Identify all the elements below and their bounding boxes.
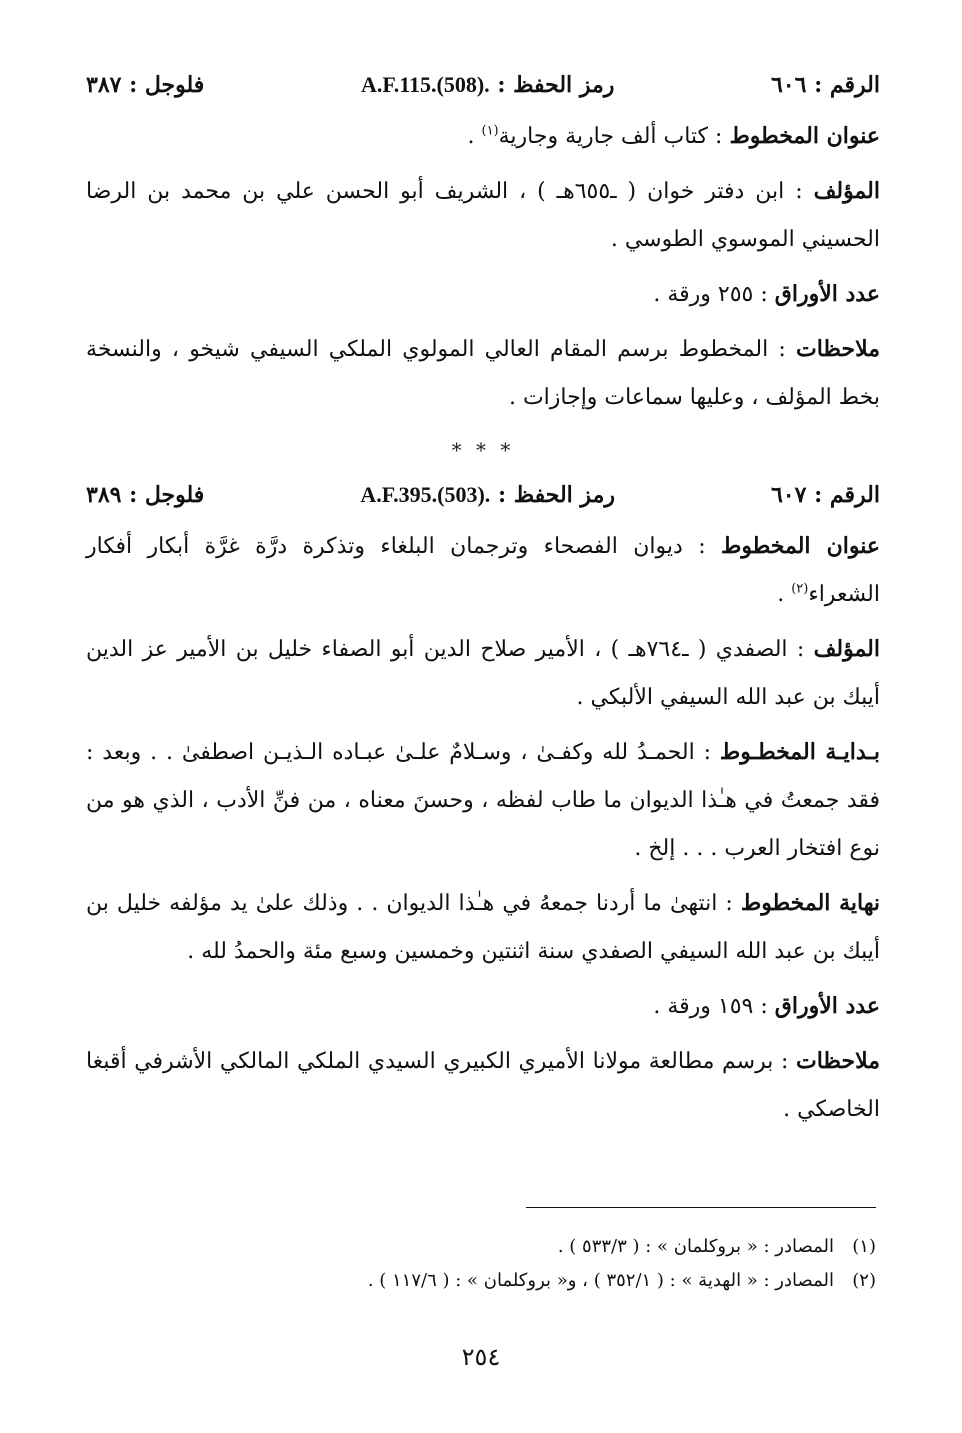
title-text: : ديوان الفصحاء وترجمان البلغاء وتذكرة درَّة غرَّة أبكار أفكار الشعراء — [86, 534, 880, 607]
shelfmark-code: A.F.115.(508). — [360, 72, 490, 97]
page-body — [86, 64, 880, 1138]
notes-field — [86, 325, 880, 422]
footnote-number: (٢) — [852, 1270, 876, 1291]
entry-number: الرقم : ٦٠٦ — [770, 72, 880, 98]
notes-text: : المخطوط برسم المقام العالي المولوي الملكي السيفي شيخو ، والنسخة بخط المؤلف ، وعليها سماعات وإجازات . — [86, 337, 880, 410]
explicit-text: : انتهىٰ ما أردنا جمعهُ في هـٰذا الديوان . . وذلك علىٰ يد مؤلفه خليل بن أيبك بن عبد الله السيفي الصفدي سنة اثنتين وخمسين وسبع مئة والحمدُ لله . — [86, 891, 880, 964]
footnote-ref: (٢) — [791, 581, 809, 597]
folios-field — [86, 270, 880, 319]
title-label: عنوان المخطوط — [721, 533, 881, 559]
notes-label: ملاحظات — [796, 336, 880, 362]
incipit-text: : الحمـدُ لله وكفـىٰ ، وسـلامٌ علـىٰ عبـاده الـذيـن اصطفىٰ . . وبعد : فقد جمعتُ في هـٰذا الديوان ما طاب لفظه ، وحسنَ معناه ، من فنِّ الأدب ، الذي هو من نوع افتخار العرب . . . إلخ . — [86, 740, 880, 861]
incipit-field — [86, 728, 880, 873]
explicit-field — [86, 879, 880, 976]
folios-label: عدد الأوراق — [774, 281, 880, 307]
flugel-number: فلوجل : ٣٨٩ — [86, 482, 205, 508]
entry-number: الرقم : ٦٠٧ — [770, 482, 880, 508]
folios-label: عدد الأوراق — [774, 993, 880, 1019]
title-text: : كتاب ألف جارية وجارية — [498, 124, 730, 149]
folios-text: : ٢٥٥ ورقة . — [653, 282, 775, 307]
footnote-divider — [526, 1207, 876, 1208]
section-separator: * * * — [451, 438, 515, 462]
footnote — [82, 1264, 876, 1298]
flugel-number: فلوجل : ٣٨٧ — [86, 72, 205, 98]
author-label: المؤلف — [813, 178, 880, 204]
author-field — [86, 167, 880, 264]
title-field: عنوان المخطوط : ديوان الفصحاء وترجمان البلغاء وتذكرة درَّة غرَّة أبكار أفكار الشعراء$^{(٢)}$ . — [86, 533, 881, 607]
incipit-label: بـدايـة المخطـوط — [719, 739, 880, 765]
author-field — [86, 625, 880, 722]
footnote — [82, 1230, 876, 1264]
footnote-ref: (١) — [481, 123, 499, 139]
entry-header — [86, 64, 880, 106]
notes-text: : برسم مطالعة مولانا الأميري الكبيري السيدي الملكي المالكي الأشرفي أقبغا الخاصكي . — [86, 1049, 880, 1122]
title-label: عنوان المخطوط — [729, 123, 880, 149]
footnote-text: المصادر : « بروكلمان » : ( ٥٣٣/٣ ) . — [557, 1236, 834, 1257]
shelfmark-code: A.F.395.(503). — [360, 482, 491, 507]
folios-text: : ١٥٩ ورقة . — [653, 994, 775, 1019]
footnote-text: المصادر : « الهدية » : ( ٣٥٢/١ ) ، و« بروكلمان » : ( ١١٧/٦ ) . — [367, 1270, 834, 1291]
shelfmark: رمز الحفظ : A.F.395.(503). — [360, 482, 615, 508]
footnote-number: (١) — [852, 1236, 876, 1257]
explicit-label: نهاية المخطوط — [740, 890, 880, 916]
title-field: عنوان المخطوط : كتاب ألف جارية وجارية$^{(١)}$ . — [467, 123, 880, 149]
author-text: : الصفدي ( ـ٧٦٤هـ ) ، الأمير صلاح الدين أبو الصفاء خليل بن الأمير عز الدين أيبك بن عبد الله السيفي الألبكي . — [86, 637, 880, 710]
folios-field — [86, 982, 880, 1031]
author-text: : ابن دفتر خوان ( ـ٦٥٥هـ ) ، الشريف أبو الحسن علي بن محمد بن الرضا الحسيني الموسوي الطوسي . — [86, 179, 880, 252]
footnotes — [82, 1230, 876, 1298]
notes-label: ملاحظات — [796, 1048, 880, 1074]
notes-field — [86, 1037, 880, 1134]
shelfmark: رمز الحفظ : A.F.115.(508). — [360, 72, 615, 98]
entry-header — [86, 474, 880, 516]
author-label: المؤلف — [813, 636, 881, 662]
page-number: ٢٥٤ — [461, 1343, 501, 1371]
